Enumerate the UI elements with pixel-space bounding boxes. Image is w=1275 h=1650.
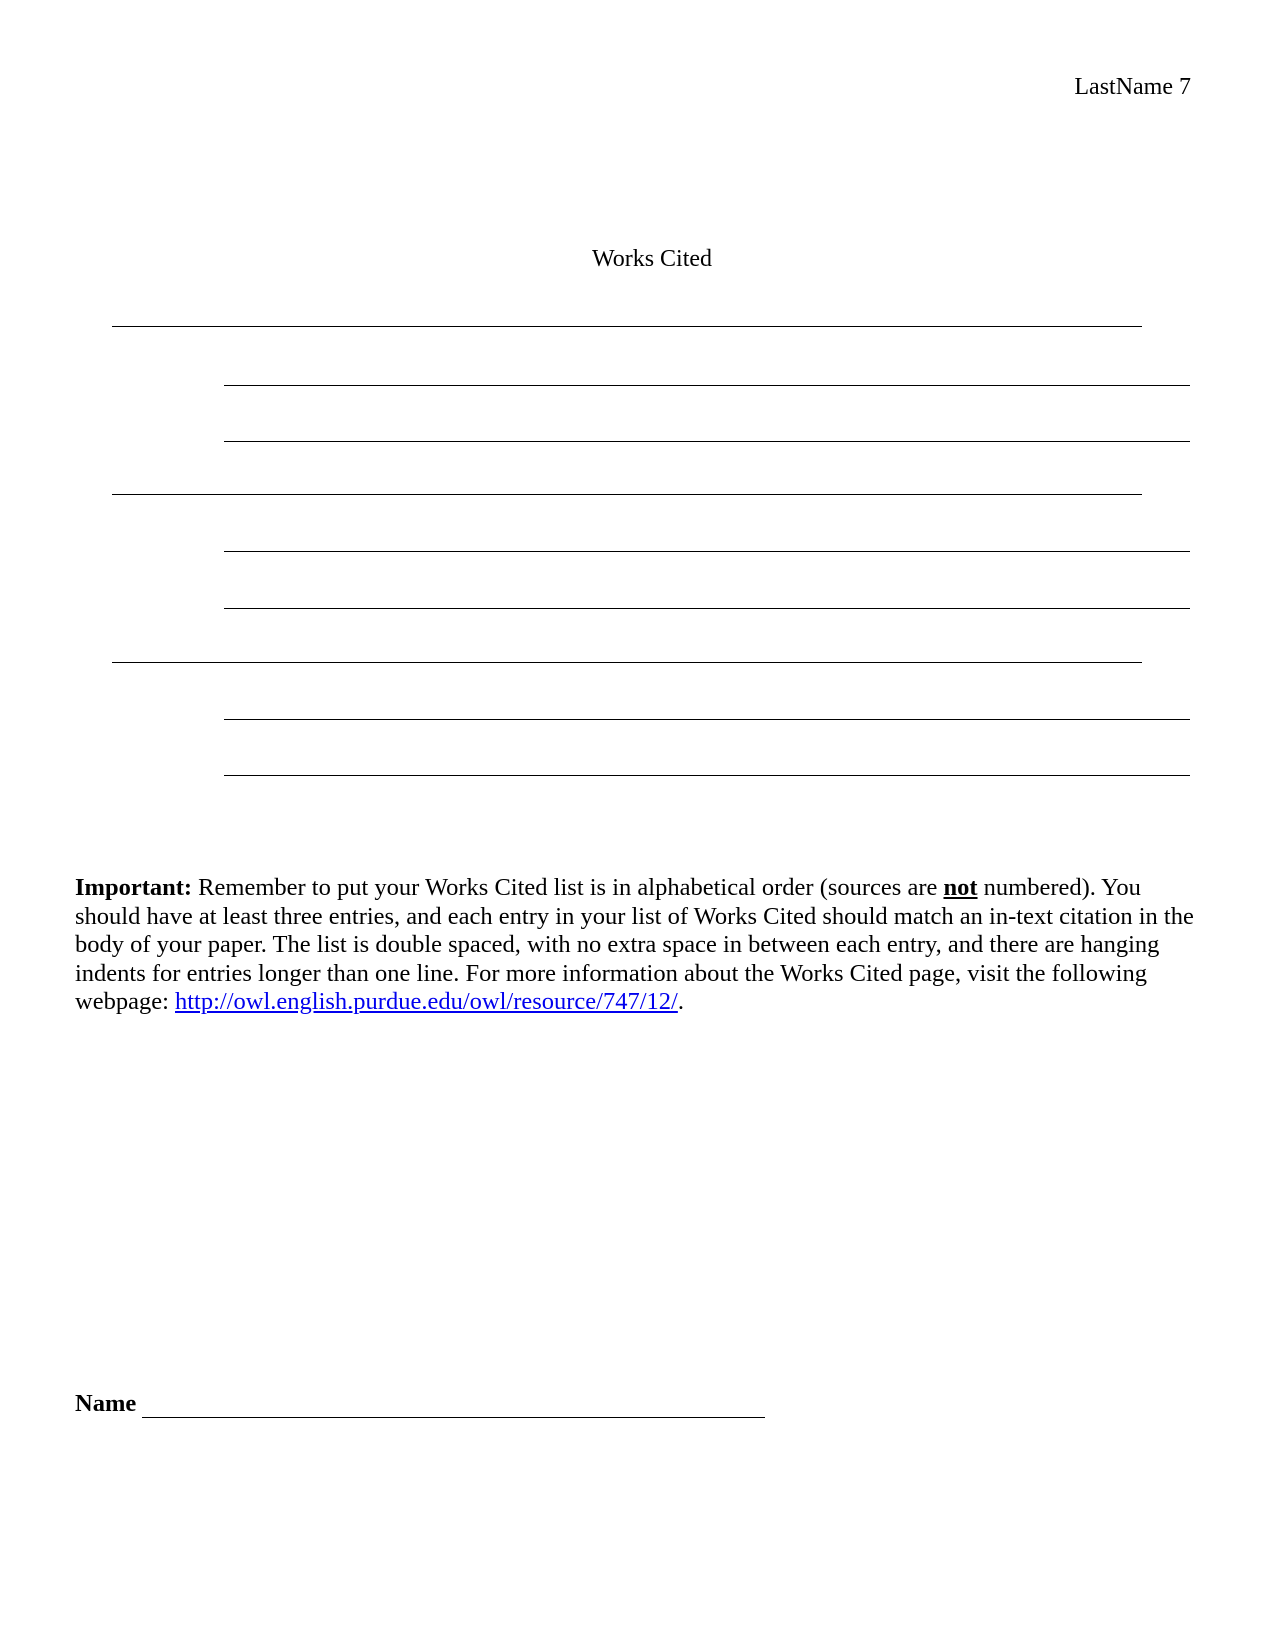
name-fill-line[interactable] [142, 1417, 765, 1418]
important-label: Important: [75, 874, 193, 901]
entry-1-hanging-line-1 [224, 385, 1190, 386]
page-title: Works Cited [591, 246, 713, 272]
name-label: Name [75, 1390, 137, 1417]
note-emphasis: not [943, 874, 978, 901]
important-note [75, 874, 1205, 1017]
running-head: LastName 7 [1074, 74, 1191, 100]
entry-3-hanging-line-2 [224, 775, 1190, 776]
entry-2-first-line [112, 494, 1142, 495]
note-text-2: numbered). You should have at least three entries, and each entry in your list of Works Cited should match an in-text citation in the body of your paper. The list is double spaced, with no extra space in between each entry, and there are hanging indents for entries longer than one line. For more information about the Works Cited page, visit the following webpage: [75, 874, 1194, 1015]
purdue-owl-link[interactable]: http://owl.english.purdue.edu/owl/resource/747/12/ [175, 988, 678, 1015]
entry-1-first-line [112, 326, 1142, 327]
entry-2-hanging-line-2 [224, 608, 1190, 609]
entry-3-first-line [112, 662, 1142, 663]
note-trailing: . [677, 988, 684, 1015]
entry-2-hanging-line-1 [224, 551, 1190, 552]
entry-3-hanging-line-1 [224, 719, 1190, 720]
entry-1-hanging-line-2 [224, 441, 1190, 442]
note-text-1: Remember to put your Works Cited list is in alphabetical order (sources are [192, 874, 944, 901]
